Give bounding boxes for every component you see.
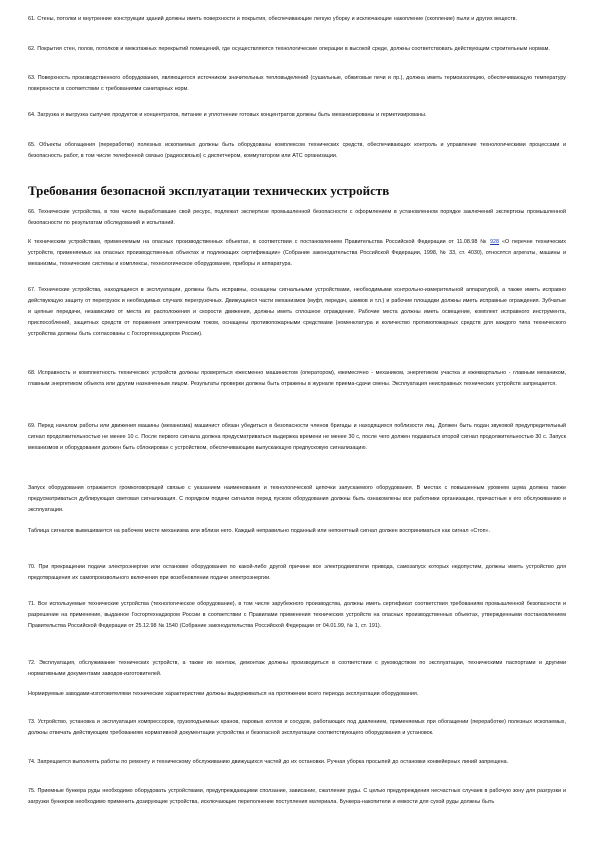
paragraph-67: 67. Технические устройства, находящиеся в эксплуатации, должны быть исправны, оснащены сигнальными устройствами, необходимыми контрольно-измерительной аппаратурой, а также иметь исправно действующую защиту от перегрузок и необходимых случаях перегрузочных. Движущиеся части механизмов (муфт, передач, шкивов и т.п.) и рабочие площадки должны иметь исправные ограждения. Зубчатые и цепные передачи, независимо от места их расположения и скорости движения, должны иметь сплошное ограждение. Рабочие места должны иметь освещение, комплект исправного инструмента, приспособлений, защитных средств от поражения электрическим током, оснащены противопожарными средствами (номенклатура и количество противопожарных средств для каждого типа технического устройства должны быть согласованы с Госгортехнадзором России). (28, 287, 566, 337)
paragraph-66-devices-text-start: К техническим устройствам, применяемым на опасных производственных объектах, в соответствии с постановлением Правительства Российской Федерации от 11.08.98 № (28, 239, 491, 245)
paragraph-69-launch: Запуск оборудования отражается громкоговорящей связью с указанием наименования и технологической цепочки запускаемого оборудования. В местах с повышенным уровнем шума должна также предусматриваться дублирующая световая сигнализация. С порядком подачи сигналов перед пуском оборудования должны быть ознакомлены все работники организации, причастные к его обслуживанию и эксплуатации. (28, 485, 566, 513)
paragraph-63: 63. Поверхность производственного оборудования, являющегося источником значительных тепловыделений (сушильные, обжиговые печи и пр.), должна иметь термоизоляцию, обеспечивающую температуру поверхности в соответствии с требованиями санитарных норм. (28, 75, 566, 92)
paragraph-66: 66. Технические устройства, в том числе выработавшие свой ресурс, подлежат экспертизе промышленной безопасности с оформлением в установленном порядке заключений экспертизы промышленной безопасности по результатам обследований и испытаний. (28, 209, 566, 226)
paragraph-66-devices (28, 237, 566, 270)
paragraph-66-devices-text-end: «О перечне технических устройств, применяемых на опасных производственных объектах и подлежащих сертификации» (Собрание законодательства Российской Федерации, 1998, № 33, ст. 4030), относятся агрегаты, машины и механизмы, технические системы и комплексы, технологическое оборудование, приборы и аппаратура. (28, 239, 567, 267)
section-heading: Требования безопасной эксплуатации технических устройств (28, 183, 390, 198)
paragraph-74: 74. Запрещается выполнять работы по ремонту и техническому обслуживанию движущихся частей до их остановки. Ручная уборка просыпей до остановки конвейерных линий запрещена. (28, 759, 509, 765)
paragraph-61: 61. Стены, потолки и внутренние конструкции зданий должны иметь поверхности и покрытия, обеспечивающие легкую уборку и исключающие накопление (скопление) пыли и других веществ. (28, 16, 518, 22)
paragraph-72-specs: Нормируемые заводами-изготовителями технические характеристики должны выдерживаться на протяжении всего периода эксплуатации оборудования. (28, 691, 419, 697)
paragraph-65: 65. Объекты обогащения (переработки) полезных ископаемых должны быть оборудованы комплексом технических средств, обеспечивающих контроль и управление технологическими процессами и безопасность работ, в том числе телефонной связью (радиосвязью) с диспетчером, коммутатором или АТС организации. (28, 142, 566, 159)
paragraph-73: 73. Устройство, установка и эксплуатация компрессоров, грузоподъемных кранов, паровых котлов и сосудов, работающих под давлением, применяемых при обогащении (переработке) полезных ископаемых, должны отвечать действующим требованиям нормативной документации устройства и безопасной эксплуатации соответствующего оборудования и установок. (28, 719, 566, 736)
paragraph-71: 71. Все используемые технические устройства (технологическое оборудование), в том числе зарубежного производства, должны иметь сертификат соответствия требованиям промышленной безопасности и разрешение на применение, выданное Госгортехнадзором России в соответствии с Правилами применения технических устройств на опасных производственных объектах, утвержденными постановлением Правительства Российской Федерации от 25.12.98 № 1540 (Собрание законодательства Российской Федерации от 04.01.99, № 1, ст. 191). (28, 601, 566, 629)
paragraph-69-signals: Таблица сигналов вывешивается на рабочем месте механизма или вблизи него. Каждый неправильно поданный или непонятный сигнал должен восприниматься как сигнал «Стоп». (28, 528, 491, 534)
paragraph-70: 70. При прекращении подачи электроэнергии или остановке оборудования по какой-либо другой причине все электродвигатели привода, самозапуск которых недопустим, должны иметь устройство для предотвращения их самопроизвольного включения при возобновлении подачи электроэнергии. (28, 564, 566, 581)
paragraph-68: 68. Исправность и комплектность технических устройств должны проверяться ежесменно машинистом (оператором), ежемесячно - механиком, энергетиком участка и ежеквартально - главным механиком, главным энергетиком объекта или другим назначенным лицом. Результаты проверки должны быть отражены в журнале приема-сдачи смены. Эксплуатация неисправных технических устройств запрещается. (28, 370, 566, 387)
paragraph-64: 64. Загрузка и выгрузка сыпучих продуктов и концентратов, питание и уплотнение готовых концентратов должны быть механизированы и герметизированы. (28, 112, 427, 118)
paragraph-72: 72. Эксплуатация, обслуживание технических устройств, а также их монтаж, демонтаж должны производиться в соответствии с руководством по эксплуатации, техническими паспортами и другими нормативными документами заводов-изготовителей. (28, 660, 566, 677)
paragraph-75: 75. Приемные бункера руды необходимо оборудовать устройствами, предупреждающими сползание, зависание, сжатление руды. С целью предупреждения несчастных случаев в рабочую зону для разгрузки и загрузки бункеров необходимо применить дозирующие устройства, исключающие переполнение поступления материала. Бункера-накопители и емкости для сухой руды должны быть (28, 788, 566, 805)
paragraph-69: 69. Перед началом работы или движения машины (механизма) машинист обязан убедиться в безопасности членов бригады и находящихся поблизости лиц. Должен быть подан звуковой предупредительный сигнал продолжительностью не менее 10 с. После первого сигнала должна предусматриваться выдержка времени не менее 30 с, после чего должен подаваться второй сигнал продолжительностью 30 с. Запуск механизмов и оборудования должен быть сблокирован с устройством, обеспечивающим выпускающую предпусковую сигнализацию. (28, 423, 566, 451)
decree-928-link[interactable]: 928 (490, 239, 500, 245)
paragraph-62: 62. Покрытия стен, полов, потолков и межэтажных перекрытий помещений, где осуществляются технологические операции в высокой среде, должны соответствовать действующим строительным нормам. (28, 46, 550, 52)
